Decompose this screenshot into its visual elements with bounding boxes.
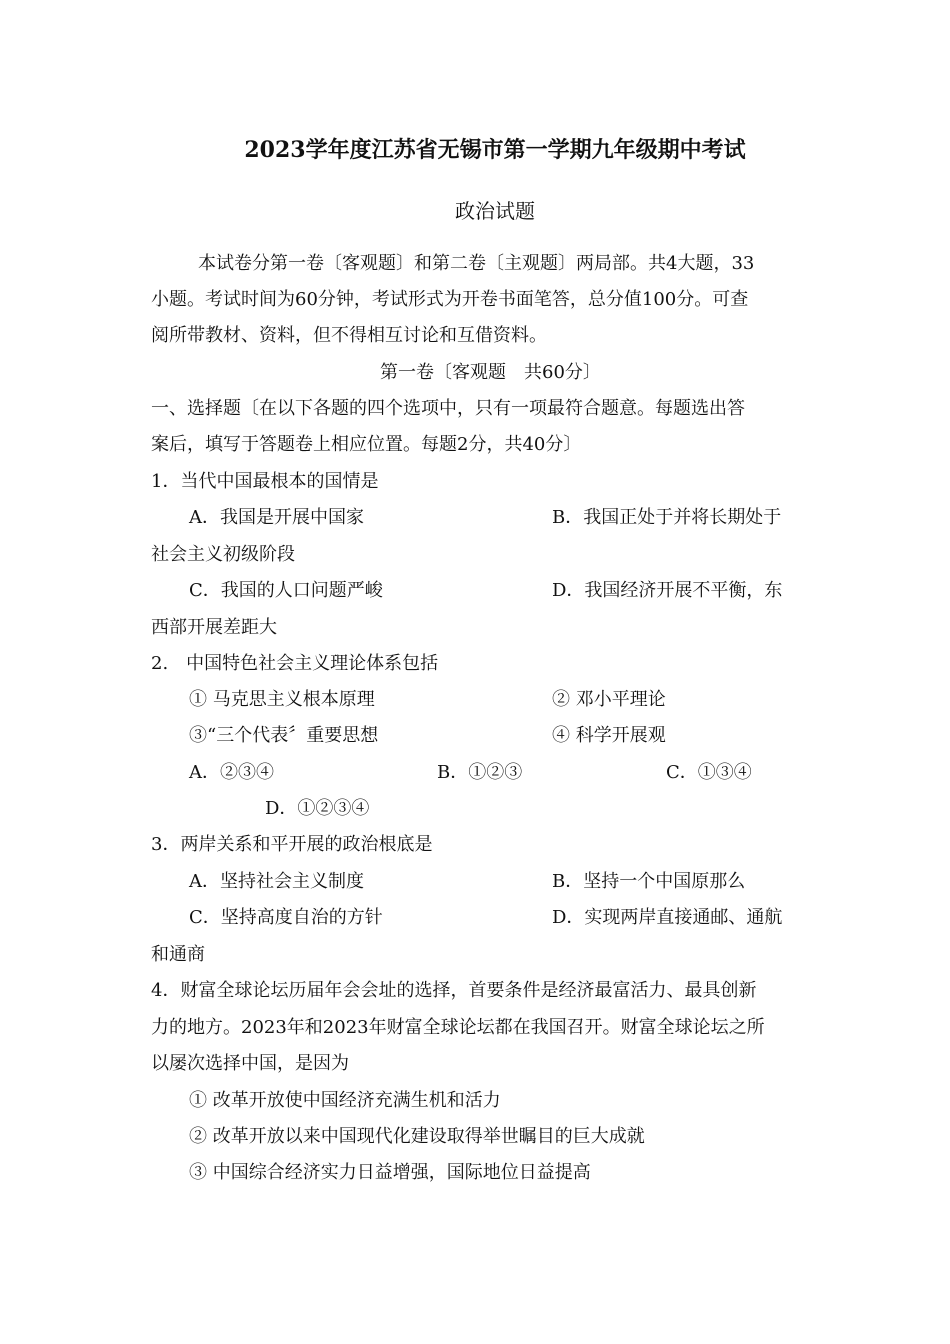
question-2-option-a: A．②③④ [189, 762, 274, 783]
question-4-item-3: ③ 中国综合经济实力日益增强，国际地位日益提高 [189, 1162, 591, 1183]
question-2-item-3: ③“三个代表〞重要思想 [189, 725, 379, 746]
question-4-stem: 力的地方。2023年和2023年财富全球论坛都在我国召开。财富全球论坛之所 [151, 1017, 765, 1038]
question-3-stem: 3．两岸关系和平开展的政治根底是 [151, 834, 433, 855]
question-4-item-2: ② 改革开放以来中国现代化建设取得举世瞩目的巨大成就 [189, 1126, 645, 1147]
question-1-option-a: A．我国是开展中国家 [189, 507, 364, 528]
question-3-option-d-cont: 和通商 [151, 944, 205, 965]
question-2-item-4: ④ 科学开展观 [552, 725, 666, 746]
question-1-option-c: C．我国的人口问题严峻 [189, 580, 383, 601]
question-3-option-b: B．坚持一个中国原那么 [552, 871, 746, 892]
question-2-item-1: ① 马克思主义根本原理 [189, 689, 375, 710]
intro-line: 阅所带教材、资料，但不得相互讨论和互借资料。 [151, 325, 547, 346]
question-4-item-1: ① 改革开放使中国经济充满生机和活力 [189, 1090, 501, 1111]
question-3-option-d: D．实现两岸直接通邮、通航 [552, 907, 783, 928]
question-4-stem: 4．财富全球论坛历届年会会址的选择，首要条件是经济最富活力、最具创新 [151, 980, 757, 1001]
question-1-option-b-cont: 社会主义初级阶段 [151, 544, 295, 565]
page-subtitle: 政治试题 [455, 199, 535, 223]
question-1-option-d-cont: 西部开展差距大 [151, 617, 277, 638]
question-2-stem: 2. 中国特色社会主义理论体系包括 [151, 653, 439, 674]
question-3-option-c: C．坚持高度自治的方针 [189, 907, 383, 928]
question-4-stem: 以屡次选择中国，是因为 [151, 1053, 349, 1074]
question-1-stem: 1．当代中国最根本的国情是 [151, 471, 379, 492]
question-2-option-b: B．①②③ [437, 762, 523, 783]
question-3-option-a: A．坚持社会主义制度 [189, 871, 364, 892]
section-instructions: 一、选择题〔在以下各题的四个选项中，只有一项最符合题意。每题选出答 [151, 398, 745, 419]
question-2-option-c: C．①③④ [666, 762, 752, 783]
section-instructions: 案后，填写于答题卷上相应位置。每题2分，共40分〕 [151, 434, 582, 455]
question-1-option-d: D．我国经济开展不平衡，东 [552, 580, 783, 601]
part1-heading: 第一卷〔客观题 共60分〕 [380, 362, 601, 383]
question-2-option-d: D．①②③④ [265, 798, 370, 819]
question-1-option-b: B．我国正处于并将长期处于 [552, 507, 782, 528]
intro-line: 小题。考试时间为60分钟，考试形式为开卷书面笔答，总分值100分。可查 [151, 289, 749, 310]
page-title: 2023学年度江苏省无锡市第一学期九年级期中考试 [244, 137, 746, 163]
intro-line: 本试卷分第一卷〔客观题〕和第二卷〔主观题〕两局部。共4大题，33 [198, 253, 755, 274]
question-2-item-2: ② 邓小平理论 [552, 689, 666, 710]
